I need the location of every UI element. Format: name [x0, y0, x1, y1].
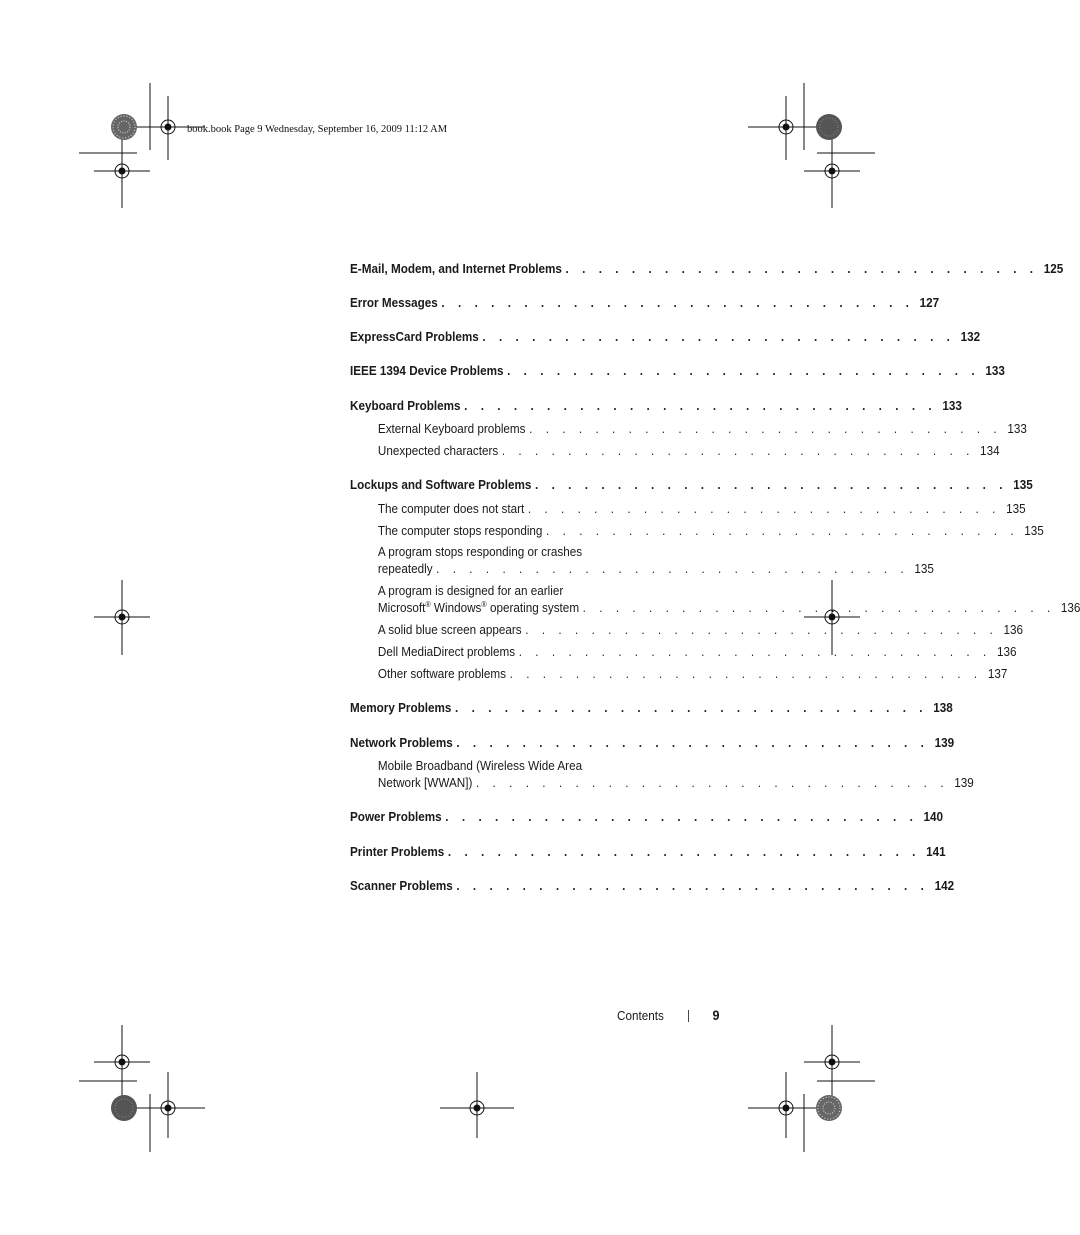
- toc-entry[interactable]: [350, 476, 1033, 493]
- dot-leader: . . . . . . . . . . . . . . . . . . . . . . . . . . . . .: [565, 261, 1039, 276]
- toc-subentry-label: The computer does not start: [377, 501, 525, 516]
- toc-entry-page: 140: [923, 809, 944, 824]
- dot-leader: . . . . . . . . . . . . . . . . . . . . . . . . . . . . .: [447, 844, 921, 859]
- footer-page-number: 9: [712, 1007, 720, 1023]
- toc-entry[interactable]: [350, 260, 1064, 277]
- toc-subentry: [350, 599, 1080, 616]
- dot-leader: . . . . . . . . . . . . . . . . . . . . . . . . . . . . .: [518, 644, 992, 659]
- text-microsoft: Microsoft: [377, 600, 426, 615]
- toc-subentry[interactable]: [350, 500, 1026, 517]
- toc-entry-label: Network Problems: [350, 735, 453, 750]
- dot-leader: . . . . . . . . . . . . . . . . . . . . . . . . . . . . .: [436, 561, 909, 576]
- footer-section-title: Contents: [617, 1008, 664, 1023]
- toc-subentry-page: 136: [1003, 622, 1024, 637]
- toc-subentry[interactable]: [350, 420, 1027, 437]
- toc-subentry-page: 136: [996, 644, 1017, 659]
- dot-leader: . . . . . . . . . . . . . . . . . . . . . . . . . . . . .: [482, 329, 955, 344]
- toc-entry-label: Scanner Problems: [350, 878, 453, 893]
- dot-leader: . . . . . . . . . . . . . . . . . . . . . . . . . . . . .: [441, 295, 914, 310]
- text-windows: Windows: [430, 600, 482, 615]
- toc-subentry-page: 135: [914, 561, 934, 576]
- toc-subentry-page: 139: [954, 775, 974, 790]
- toc-subentry-label-line2: repeatedly: [377, 561, 433, 576]
- toc-entry[interactable]: [350, 362, 1005, 379]
- toc-subentry-label-line2: [378, 599, 579, 616]
- toc-entry[interactable]: [350, 294, 940, 311]
- toc-entry-page: 138: [933, 700, 953, 715]
- toc-subentry-page: 135: [1006, 501, 1026, 516]
- toc-subentry-label: Other software problems: [377, 666, 507, 681]
- toc-subentry[interactable]: [350, 643, 1017, 660]
- toc-subentry[interactable]: [350, 621, 1024, 638]
- table-of-contents: [350, 256, 1080, 894]
- toc-subentry-page: 134: [980, 443, 1000, 458]
- toc-subentry-label: Unexpected characters: [377, 443, 499, 458]
- toc-subentry-label: A solid blue screen appears: [377, 622, 522, 637]
- toc-subentry-label: External Keyboard problems: [377, 421, 526, 436]
- toc-subentry: [350, 560, 934, 577]
- dot-leader: . . . . . . . . . . . . . . . . . . . . . . . . . . . . .: [534, 477, 1008, 492]
- toc-entry-page: 142: [934, 878, 955, 893]
- toc-subentry-label-line1: A program stops responding or crashes: [377, 544, 583, 559]
- toc-entry-label: Lockups and Software Problems: [350, 477, 532, 492]
- toc-entry-page: 132: [960, 329, 981, 344]
- toc-entry-page: 139: [934, 735, 955, 750]
- toc-subentry-page: 133: [1007, 421, 1027, 436]
- toc-entry-label: E-Mail, Modem, and Internet Problems: [350, 261, 562, 276]
- toc-entry-page: 125: [1043, 261, 1064, 276]
- dot-leader: . . . . . . . . . . . . . . . . . . . . . . . . . . . . .: [582, 600, 1056, 615]
- toc-entry[interactable]: [350, 734, 955, 751]
- toc-entry-page: 133: [985, 363, 1005, 378]
- print-header: book.book Page 9 Wednesday, September 16, 2009 11:12 AM: [187, 124, 448, 135]
- toc-subentry-multiline[interactable]: [350, 757, 974, 791]
- dot-leader: . . . . . . . . . . . . . . . . . . . . . . . . . . . . .: [527, 501, 1001, 516]
- toc-entry-page: 133: [942, 398, 962, 413]
- toc-entry-label: Error Messages: [350, 295, 438, 310]
- toc-subentry-label-line1: Mobile Broadband (Wireless Wide Area: [377, 758, 583, 773]
- dot-leader: . . . . . . . . . . . . . . . . . . . . . . . . . . . . .: [507, 363, 980, 378]
- toc-entry-label: Keyboard Problems: [350, 398, 461, 413]
- toc-entry[interactable]: [350, 397, 962, 414]
- toc-entry-page: 135: [1013, 477, 1033, 492]
- toc-entry[interactable]: [350, 328, 981, 345]
- toc-entry-label: Power Problems: [350, 809, 442, 824]
- toc-subentry[interactable]: [350, 442, 1000, 459]
- dot-leader: . . . . . . . . . . . . . . . . . . . . . . . . . . . . .: [464, 398, 937, 413]
- toc-entry-page: 127: [919, 295, 940, 310]
- toc-entry-label: Printer Problems: [350, 844, 445, 859]
- toc-subentry: [350, 774, 974, 791]
- toc-subentry-page: 136: [1060, 600, 1080, 615]
- toc-subentry[interactable]: [350, 665, 1008, 682]
- registered-mark: ®: [425, 600, 431, 609]
- dot-leader: . . . . . . . . . . . . . . . . . . . . . . . . . . . . .: [456, 878, 929, 893]
- toc-entry[interactable]: [350, 808, 944, 825]
- toc-entry-label: ExpressCard Problems: [350, 329, 479, 344]
- toc-subentry-page: 137: [987, 666, 1008, 681]
- toc-subentry-multiline[interactable]: [350, 543, 934, 577]
- toc-entry[interactable]: [350, 843, 946, 860]
- toc-entry[interactable]: [350, 877, 955, 894]
- toc-entry-label: Memory Problems: [350, 700, 452, 715]
- toc-subentry-label-line2: Network [WWAN]): [377, 775, 473, 790]
- dot-leader: . . . . . . . . . . . . . . . . . . . . . . . . . . . . .: [475, 775, 949, 790]
- text-operating-system: operating system: [486, 600, 580, 615]
- toc-entry-label: IEEE 1394 Device Problems: [350, 363, 504, 378]
- dot-leader: . . . . . . . . . . . . . . . . . . . . . . . . . . . . .: [456, 735, 929, 750]
- dot-leader: . . . . . . . . . . . . . . . . . . . . . . . . . . . . .: [529, 421, 1002, 436]
- toc-subentry-page: 135: [1024, 523, 1044, 538]
- dot-leader: . . . . . . . . . . . . . . . . . . . . . . . . . . . . .: [455, 700, 928, 715]
- toc-entry[interactable]: [350, 699, 953, 716]
- page-footer: [617, 1007, 719, 1023]
- toc-subentry-multiline[interactable]: [350, 582, 1080, 616]
- dot-leader: . . . . . . . . . . . . . . . . . . . . . . . . . . . . .: [525, 622, 998, 637]
- footer-divider: [688, 1010, 689, 1022]
- toc-subentry-label: The computer stops responding: [377, 523, 543, 538]
- registered-mark: ®: [481, 600, 487, 609]
- dot-leader: . . . . . . . . . . . . . . . . . . . . . . . . . . . . .: [445, 809, 918, 824]
- toc-entry-page: 141: [926, 844, 946, 859]
- dot-leader: . . . . . . . . . . . . . . . . . . . . . . . . . . . . .: [546, 523, 1019, 538]
- toc-subentry[interactable]: [350, 522, 1044, 539]
- toc-subentry-label: Dell MediaDirect problems: [377, 644, 516, 659]
- toc-subentry-label-line1: A program is designed for an earlier: [377, 583, 564, 598]
- dot-leader: . . . . . . . . . . . . . . . . . . . . . . . . . . . . .: [501, 443, 975, 458]
- dot-leader: . . . . . . . . . . . . . . . . . . . . . . . . . . . . .: [509, 666, 983, 681]
